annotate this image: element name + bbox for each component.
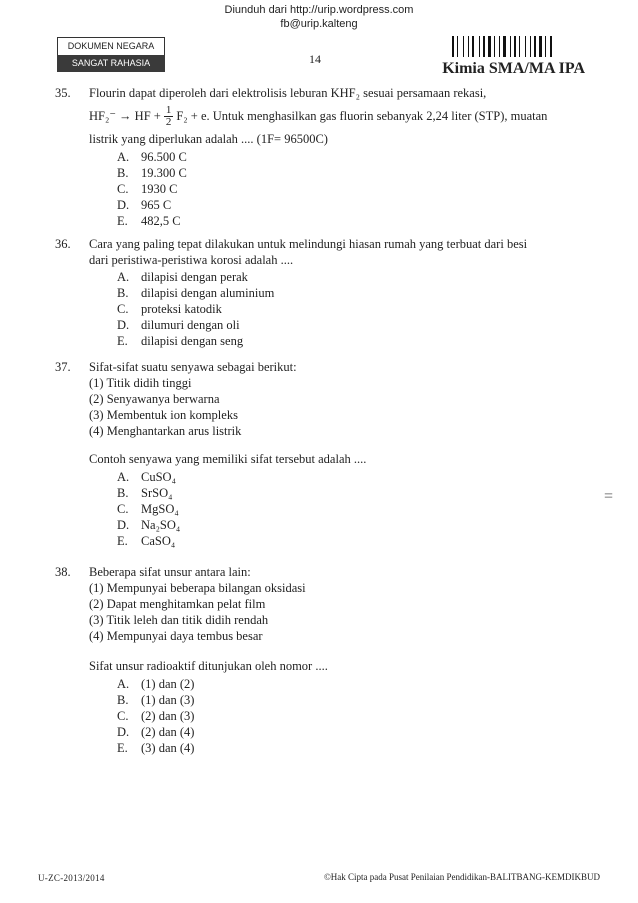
question-37-number: 37.	[55, 360, 71, 374]
option-letter: E.	[117, 741, 128, 755]
sangat-rahasia-box: SANGAT RAHASIA	[57, 55, 165, 72]
dokumen-negara-box: DOKUMEN NEGARA	[57, 37, 165, 56]
page-number: 14	[309, 52, 321, 66]
question-38-prompt: Sifat unsur radioaktif ditunjukan oleh nomor ....	[89, 659, 328, 673]
barcode-bar	[457, 36, 458, 57]
barcode-bar	[452, 36, 454, 57]
subject-title: Kimia SMA/MA IPA	[442, 60, 585, 77]
option-letter: D.	[117, 725, 130, 739]
question-35-equation	[89, 102, 547, 130]
option-letter: A.	[117, 150, 130, 164]
barcode-bar	[525, 36, 526, 57]
option-text: dilapisi dengan aluminium	[141, 286, 275, 300]
barcode-bar	[472, 36, 474, 57]
option-letter: C.	[117, 709, 129, 723]
barcode-bar	[519, 36, 520, 57]
option-text: CuSO₄	[141, 470, 176, 484]
footer-copyright: ©Hak Cipta pada Pusat Penilaian Pendidikan-BALITBANG-KEMDIKBUD	[323, 872, 600, 882]
property-item: (3) Membentuk ion kompleks	[89, 408, 238, 422]
option-letter: C.	[117, 302, 129, 316]
barcode-bar	[539, 36, 542, 57]
barcode-bar	[494, 36, 495, 57]
question-36-text-2: dari peristiwa-peristiwa korosi adalah ....	[89, 253, 294, 267]
property-item: (1) Titik didih tinggi	[89, 376, 192, 390]
fraction-denominator: 2	[165, 115, 172, 128]
barcode-bar	[550, 36, 552, 57]
option-text: dilumuri dengan oli	[141, 318, 240, 332]
option-text: dilapisi dengan seng	[141, 334, 244, 348]
option-text: (2) dan (3)	[141, 709, 195, 723]
option-letter: B.	[117, 693, 129, 707]
option-letter: C.	[117, 182, 129, 196]
download-contact-line: fb@urip.kalteng	[280, 18, 358, 30]
equation-right: F₂ + e. Untuk menghasilkan gas fluorin sebanyak 2,24 liter (STP), muatan	[176, 108, 548, 123]
barcode-bar	[514, 36, 516, 57]
barcode-bar	[463, 36, 464, 57]
fraction-numerator: 1	[165, 103, 172, 116]
barcode-bar	[488, 36, 491, 57]
option-text: (2) dan (4)	[141, 725, 195, 739]
option-letter: E.	[117, 334, 128, 348]
barcode-bar	[530, 36, 531, 57]
option-letter: A.	[117, 470, 130, 484]
question-36-text: Cara yang paling tepat dilakukan untuk melindungi hiasan rumah yang terbuat dari besi	[89, 237, 528, 251]
download-source-line: Diunduh dari http://urip.wordpress.com	[224, 4, 414, 16]
question-36-number: 36.	[55, 237, 71, 251]
footer-code: U-ZC-2013/2014	[38, 873, 105, 883]
barcode-bar	[479, 36, 480, 57]
question-35-text-2: listrik yang diperlukan adalah .... (1F= 96500C)	[89, 132, 328, 146]
property-item: (3) Titik leleh dan titik didih rendah	[89, 613, 269, 627]
option-text: (1) dan (3)	[141, 693, 195, 707]
option-text: dilapisi dengan perak	[141, 270, 248, 284]
option-text: CaSO₄	[141, 534, 176, 548]
option-text: (1) dan (2)	[141, 677, 195, 691]
option-letter: B.	[117, 166, 129, 180]
barcode-bar	[503, 36, 506, 57]
option-text: 965 C	[141, 198, 172, 212]
option-letter: A.	[117, 270, 130, 284]
option-text: 96.500 C	[141, 150, 187, 164]
barcode-bar	[499, 36, 500, 57]
option-letter: B.	[117, 486, 129, 500]
option-text: Na₂SO₄	[141, 518, 181, 532]
option-text: SrSO₄	[141, 486, 173, 500]
property-item: (2) Dapat menghitamkan pelat film	[89, 597, 266, 611]
option-letter: D.	[117, 318, 130, 332]
equation-fraction	[164, 105, 174, 128]
property-item: (2) Senyawanya berwarna	[89, 392, 220, 406]
barcode-bar	[545, 36, 546, 57]
option-letter: A.	[117, 677, 130, 691]
option-letter: E.	[117, 214, 128, 228]
barcode-bar	[483, 36, 485, 57]
property-item: (1) Mempunyai beberapa bilangan oksidasi	[89, 581, 306, 595]
question-35-number: 35.	[55, 86, 71, 100]
option-letter: E.	[117, 534, 128, 548]
option-text: 482,5 C	[141, 214, 181, 228]
barcode-bar	[534, 36, 536, 57]
option-text: 19.300 C	[141, 166, 187, 180]
option-text: MgSO₄	[141, 502, 179, 516]
option-text: (3) dan (4)	[141, 741, 195, 755]
property-item: (4) Menghantarkan arus listrik	[89, 424, 242, 438]
question-38-text: Beberapa sifat unsur antara lain:	[89, 565, 251, 579]
barcode-graphic	[452, 36, 572, 57]
option-letter: C.	[117, 502, 129, 516]
equation-left: HF₂⁻ → HF +	[89, 109, 161, 123]
property-item: (4) Mempunyai daya tembus besar	[89, 629, 263, 643]
option-letter: D.	[117, 518, 130, 532]
option-letter: B.	[117, 286, 129, 300]
side-mark: =	[604, 488, 614, 505]
option-text: 1930 C	[141, 182, 178, 196]
question-35-text: Flourin dapat diperoleh dari elektrolisis leburan KHF₂ sesuai persamaan rekasi,	[89, 86, 487, 100]
option-text: proteksi katodik	[141, 302, 222, 316]
question-38-number: 38.	[55, 565, 71, 579]
question-37-prompt: Contoh senyawa yang memiliki sifat tersebut adalah ....	[89, 452, 367, 466]
barcode-bar	[468, 36, 469, 57]
question-37-text: Sifat-sifat suatu senyawa sebagai berikut:	[89, 360, 297, 374]
option-letter: D.	[117, 198, 130, 212]
barcode	[452, 36, 572, 57]
barcode-bar	[510, 36, 511, 57]
